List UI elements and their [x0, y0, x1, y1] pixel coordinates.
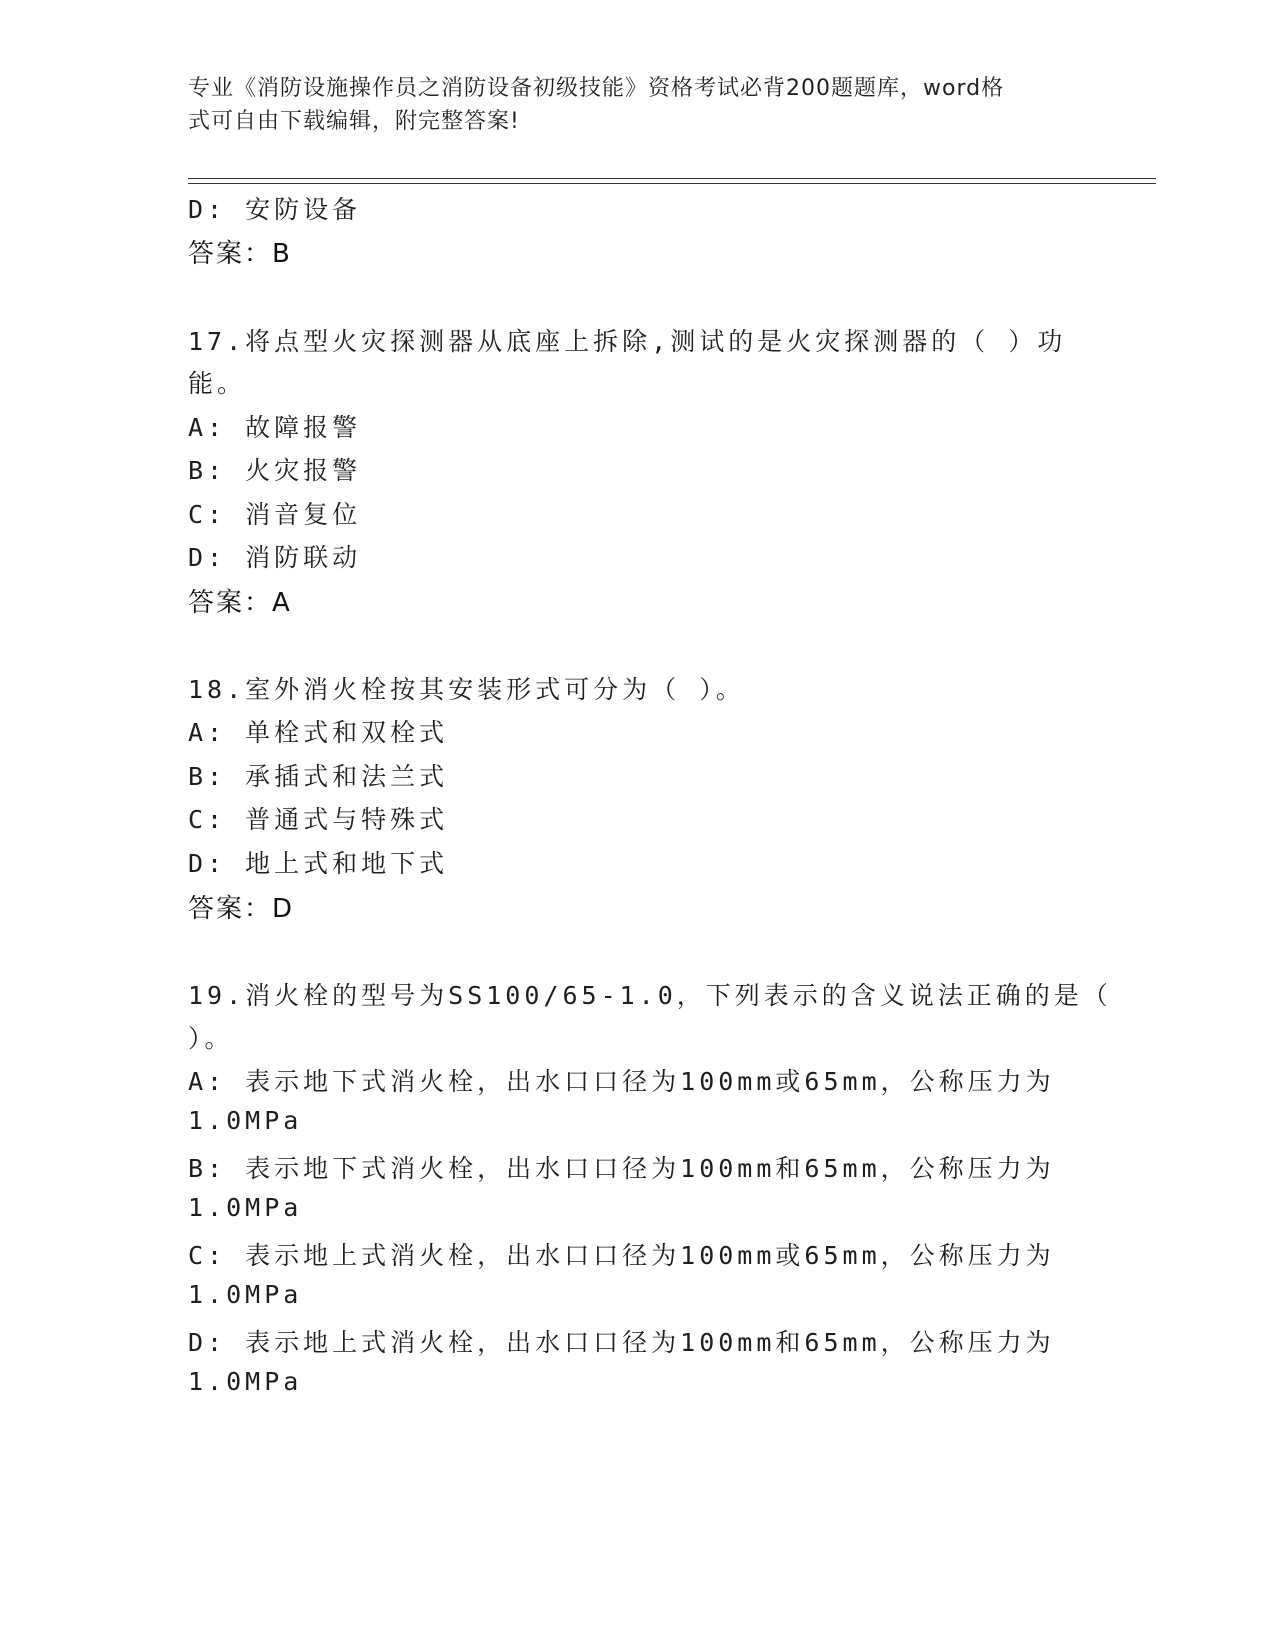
q17-option-d: D: 消防联动 [188, 543, 362, 572]
q18-option-b: B: 承插式和法兰式 [188, 762, 449, 791]
q18-option-d: D: 地上式和地下式 [188, 849, 449, 878]
q17-answer: 答案：A [188, 588, 292, 618]
q19-option-c-line-1: C: 表示地上式消火栓，出水口口径为100mm或65mm，公称压力为 [188, 1241, 1055, 1270]
q18-option-a: A: 单栓式和双栓式 [188, 718, 449, 747]
document-header [188, 72, 1068, 138]
q19-stem-line-2: ）。 [188, 1024, 234, 1053]
q19-option-d-line-2: 1.0MPa [188, 1367, 303, 1396]
q19-option-a-line-1: A: 表示地下式消火栓，出水口口径为100mm或65mm，公称压力为 [188, 1067, 1055, 1096]
q17-stem-line-2: 能。 [188, 369, 247, 398]
q19-stem-line-1: 19.消火栓的型号为SS100/65-1.0，下列表示的含义说法正确的是（ [188, 981, 1112, 1010]
q17-option-c: C: 消音复位 [188, 500, 362, 529]
q18-stem: 18.室外消火栓按其安装形式可分为（ ）。 [188, 675, 745, 704]
q19-option-a-line-2: 1.0MPa [188, 1106, 303, 1135]
q17-option-a: A: 故障报警 [188, 413, 362, 442]
q18-option-c: C: 普通式与特殊式 [188, 805, 449, 834]
q17-option-b: B: 火灾报警 [188, 456, 362, 485]
prev-answer: 答案：B [188, 239, 292, 269]
q17-stem-line-1: 17.将点型火灾探测器从底座上拆除,测试的是火灾探测器的（ ）功 [188, 327, 1067, 356]
q18-answer: 答案：D [188, 894, 295, 924]
header-line-2: 式可自由下载编辑，附完整答案! [188, 109, 520, 134]
q19-option-d-line-1: D: 表示地上式消火栓，出水口口径为100mm和65mm，公称压力为 [188, 1328, 1055, 1357]
q19-option-b-line-2: 1.0MPa [188, 1193, 303, 1222]
header-divider-bottom [188, 183, 1156, 184]
prev-option-d: D: 安防设备 [188, 195, 362, 224]
q19-option-c-line-2: 1.0MPa [188, 1280, 303, 1309]
header-divider-top [188, 178, 1156, 179]
header-line-1: 专业《消防设施操作员之消防设备初级技能》资格考试必背200题题库，word格 [188, 76, 1005, 101]
q19-option-b-line-1: B: 表示地下式消火栓，出水口口径为100mm和65mm，公称压力为 [188, 1154, 1055, 1183]
